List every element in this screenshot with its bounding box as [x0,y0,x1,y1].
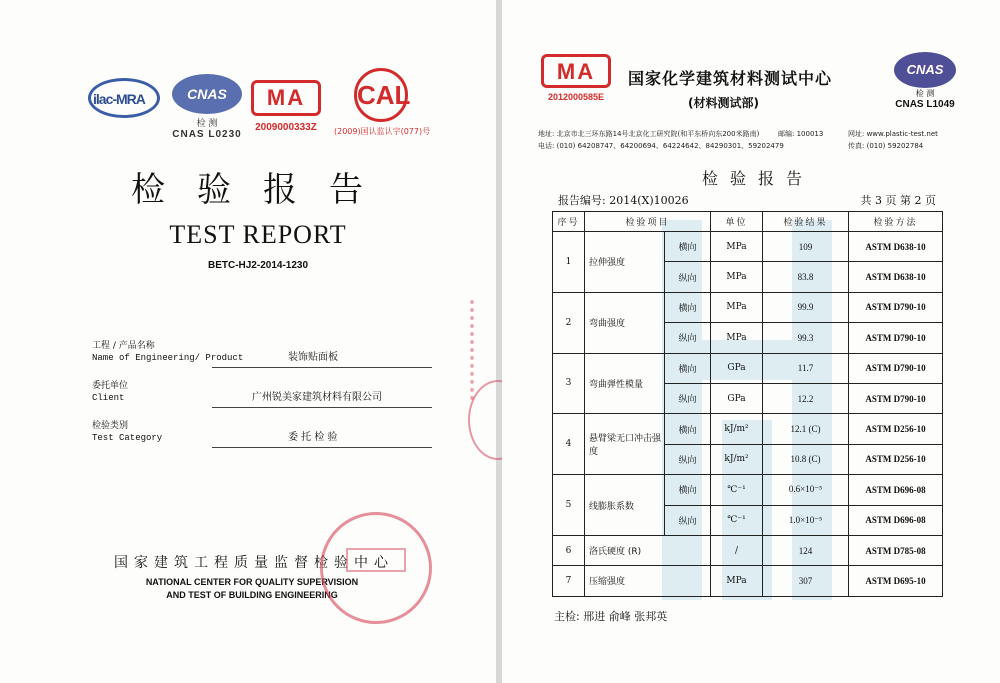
direction: 横向 [665,353,711,383]
unit: MPa [711,262,763,292]
unit: MPa [711,566,763,596]
test-method: ASTM D638-10 [849,232,943,262]
field-test-category: 检验类别 Test Category 委 托 检 验 [92,418,432,450]
result-value: 12.1 (C) [763,414,849,444]
row-number: 5 [553,475,585,536]
result-value: 307 [763,566,849,596]
unit: MPa [711,323,763,353]
lab-address: 地址: 北京市北三环东路14号北京化工研究院(和平东桥向东200米路南) [538,130,760,138]
unit: ℃⁻¹ [711,505,763,535]
test-item: 弯曲强度 [585,292,665,353]
lab-department: (材料测试部) [688,96,759,110]
lab-website: 网址: www.plastic-test.net [848,130,938,138]
issuing-org-en: NATIONAL CENTER FOR QUALITY SUPERVISION AND TEST OF BUILDING ENGINEERING [145,577,359,600]
unit: MPa [711,292,763,322]
unit: kJ/m² [711,414,763,444]
unit: GPa [711,353,763,383]
direction: 横向 [665,232,711,262]
cnas-logo: CNAS 检 测 CNAS L1049 [890,52,960,110]
lab-postcode: 邮编: 100013 [778,130,824,138]
row-number: 2 [553,292,585,353]
unit: GPa [711,383,763,413]
direction: 纵向 [665,323,711,353]
direction: 横向 [665,292,711,322]
test-method: ASTM D790-10 [849,323,943,353]
table-header-row: 序号 检验项目 单位 检验结果 检验方法 [553,212,943,232]
test-method: ASTM D256-10 [849,444,943,474]
table-row [553,535,943,565]
inspectors-signature: 主检: 邢进 俞峰 张邦英 [554,610,668,623]
test-method: ASTM D790-10 [849,292,943,322]
report-number: 报告编号: 2014(X)10026 [558,194,689,207]
test-method: ASTM D790-10 [849,353,943,383]
row-number: 7 [553,566,585,596]
client-value: 广州锐美家建筑材料有限公司 [252,392,382,403]
issuing-org-cn: 国家建筑工程质量监督检验中心 [114,555,394,571]
test-method: ASTM D790-10 [849,383,943,413]
test-method: ASTM D785-08 [849,535,943,565]
lab-name: 国家化学建筑材料测试中心 [628,69,833,88]
unit: kJ/m² [711,444,763,474]
test-item: 拉伸强度 [585,232,665,293]
accreditation-logos [88,68,431,148]
report-title-cn: 检验报告 [131,170,395,210]
unit: ℃⁻¹ [711,475,763,505]
report-title-en: TEST REPORT [169,220,347,249]
table-row [553,353,943,383]
result-value: 99.9 [763,292,849,322]
table-row [553,475,943,505]
row-number: 4 [553,414,585,475]
test-item: 压缩强度 [585,566,711,596]
product-name-value: 装饰贴面板 [288,352,338,363]
report-number: BETC-HJ2-2014-1230 [207,260,309,271]
test-method: ASTM D695-10 [849,566,943,596]
test-method: ASTM D696-08 [849,475,943,505]
direction: 横向 [665,414,711,444]
cma-logo: MA 2012000585E [538,54,614,102]
field-product-name: 工程 / 产品名称 Name of Engineering/ Product 装饰贴面板 [92,338,432,370]
test-item: 洛氏硬度 (R) [585,535,711,565]
lab-header [538,52,978,122]
row-number: 6 [553,535,585,565]
test-item: 线膨胀系数 [585,475,665,536]
table-row [553,414,943,444]
lab-contact-info [538,128,958,152]
result-value: 109 [763,232,849,262]
direction: 纵向 [665,505,711,535]
seal-inner-box [346,548,406,572]
test-method: ASTM D256-10 [849,414,943,444]
direction: 纵向 [665,262,711,292]
lab-fax: 传真: (010) 59202784 [848,142,924,150]
table-row [553,292,943,322]
cma-logo: MA 2009000333Z [248,80,324,146]
row-number: 1 [553,232,585,293]
row-number: 3 [553,353,585,414]
result-value: 12.2 [763,383,849,413]
result-value: 83.8 [763,262,849,292]
cal-logo: CAL (2009)国认监认字(077)号 [334,68,428,148]
result-value: 0.6×10⁻⁵ [763,475,849,505]
field-client: 委托单位 Client 广州锐美家建筑材料有限公司 [92,378,432,410]
unit: MPa [711,232,763,262]
test-method: ASTM D638-10 [849,262,943,292]
result-value: 124 [763,535,849,565]
result-value: 1.0×10⁻⁵ [763,505,849,535]
cnas-logo: CNAS 检 测 CNAS L0230 [170,74,244,146]
page-title: 检验报告 [701,169,814,188]
result-value: 11.7 [763,353,849,383]
direction: 横向 [665,475,711,505]
test-item: 悬臂梁无口冲击强度 [585,414,665,475]
test-category-value: 委 托 检 验 [288,432,338,443]
test-item: 弯曲弹性模量 [585,353,665,414]
table-row [553,232,943,262]
result-value: 10.8 (C) [763,444,849,474]
ilac-mra-logo: ilac-MRA [88,78,160,138]
direction: 纵向 [665,383,711,413]
test-method: ASTM D696-08 [849,505,943,535]
page-indicator: 共 3 页 第 2 页 [860,194,936,207]
unit: / [711,535,763,565]
result-value: 99.3 [763,323,849,353]
direction: 纵向 [665,444,711,474]
report-data-page [502,0,1000,683]
table-row [553,566,943,596]
lab-phone: 电话: (010) 64208747、64200694、64224642、84290301、59202479 [538,142,784,150]
test-results-table [552,211,943,597]
perforation-stamp-mark [470,300,490,400]
report-meta [558,192,936,208]
